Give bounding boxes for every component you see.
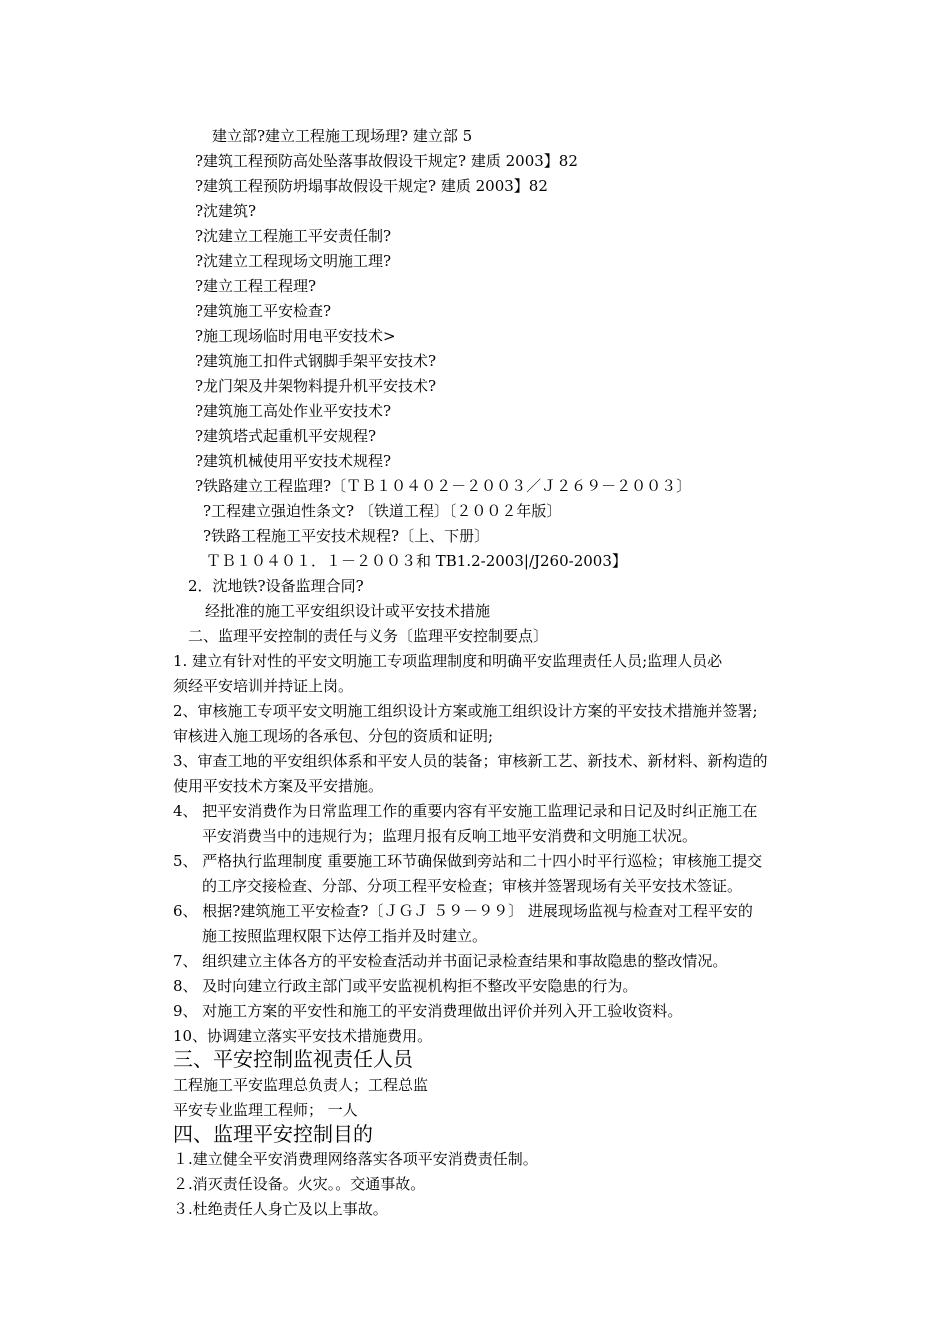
list-item: 10、协调建立落实平安技术措施费用。 [173, 1027, 433, 1045]
ref-line: ?建筑塔式起重机平安规程? [195, 427, 377, 445]
list-item: 8、 及时向建立行政主部门或平安监视机构拒不整改平安隐患的行为。 [173, 977, 638, 995]
list-item: 2、审核施工专项平安文明施工组织设计方案或施工组织设计方案的平安技术措施并签署; [173, 702, 758, 720]
ref-line: 建立部?建立工程施工现场理? 建立部 5 [212, 127, 473, 145]
ref-line: ?建筑施工扣件式钢脚手架平安技术? [195, 352, 437, 370]
list-item-continuation: 须经平安培训并持证上岗。 [173, 677, 354, 695]
text-line: ３.杜绝责任人身亡及以上事故。 [173, 1200, 388, 1218]
ref-line: 2．沈地铁?设备监理合同? [188, 577, 364, 595]
list-item: 6、 根据?建筑施工平安检查?〔ＪＧＪ ５９－９９〕 进展现场监视与检查对工程平安的 [173, 902, 753, 920]
ref-line: ?沈建筑? [195, 202, 257, 220]
ref-line: 经批准的施工平安组织设计或平安技术措施 [205, 602, 491, 620]
list-item-continuation: 使用平安技术方案及平安措施。 [173, 777, 384, 795]
ref-line: ?铁路建立工程监理?〔ＴＢ１０４０２－２００３／Ｊ２６９－２００３〕 [195, 477, 692, 495]
list-item: 5、 严格执行监理制度 重要施工环节确保做到旁站和二十四小时平行巡检；审核施工提交 [173, 852, 763, 870]
ref-line: ?龙门架及井架物料提升机平安技术? [195, 377, 437, 395]
list-item: 9、 对施工方案的平安性和施工的平安消费理做出评价并列入开工验收资料。 [173, 1002, 683, 1020]
ref-line: ?沈建立工程施工平安责任制? [195, 227, 392, 245]
section-heading: 二、监理平安控制的责任与义务〔监理平安控制要点〕 [188, 627, 549, 645]
ref-line: ?建筑工程预防高处坠落事故假设干规定? 建质 2003】82 [195, 152, 578, 170]
ref-line: ?建筑机械使用平安技术规程? [195, 452, 392, 470]
text-line: 平安专业监理工程师； 一人 [173, 1101, 358, 1119]
list-item: 3、审查工地的平安组织体系和平安人员的装备；审核新工艺、新技术、新材料、新构造的 [173, 752, 768, 770]
ref-line: ?建筑工程预防坍塌事故假设干规定? 建质 2003】82 [195, 177, 548, 195]
ref-line: ?施工现场临时用电平安技术> [195, 327, 396, 345]
text-line: ２.消灭责任设备。火灾。。交通事故。 [173, 1175, 426, 1193]
list-item-continuation: 施工按照监理权限下达停工指并及时建立。 [202, 927, 488, 945]
ref-line: ?建立工程工程理? [195, 277, 317, 295]
ref-line: ＴＢ１０４０１．１－２００３和 TB1.2-2003|/J260-2003】 [206, 552, 627, 570]
section-heading: 四、监理平安控制目的 [173, 1122, 373, 1146]
ref-line: ?建筑施工高处作业平安技术? [195, 402, 392, 420]
ref-line: ?建筑施工平安检查? [195, 302, 332, 320]
list-item: 1. 建立有针对性的平安文明施工专项监理制度和明确平安监理责任人员;监理人员必 [173, 652, 723, 670]
text-line: 工程施工平安监理总负责人；工程总监 [173, 1076, 429, 1094]
list-item: 7、 组织建立主体各方的平安检查活动并书面记录检查结果和事故隐患的整改情况。 [173, 952, 728, 970]
list-item: 4、 把平安消费作为日常监理工作的重要内容有平安施工监理记录和日记及时纠正施工在 [173, 802, 758, 820]
ref-line: ?工程建立强迫性条文? 〔铁道工程〕〔２００２年版〕 [203, 502, 562, 520]
text-line: １.建立健全平安消费理网络落实各项平安消费责任制。 [173, 1150, 538, 1168]
list-item-continuation: 审核进入施工现场的各承包、分包的资质和证明; [173, 727, 494, 745]
section-heading: 三、平安控制监视责任人员 [173, 1047, 413, 1071]
list-item-continuation: 的工序交接检查、分部、分项工程平安检查；审核并签署现场有关平安技术签证。 [202, 877, 743, 895]
list-item-continuation: 平安消费当中的违规行为；监理月报有反响工地平安消费和文明施工状况。 [202, 827, 698, 845]
ref-line: ?铁路工程施工平安技术规程?〔上、下册〕 [203, 527, 490, 545]
ref-line: ?沈建立工程现场文明施工理? [195, 252, 392, 270]
